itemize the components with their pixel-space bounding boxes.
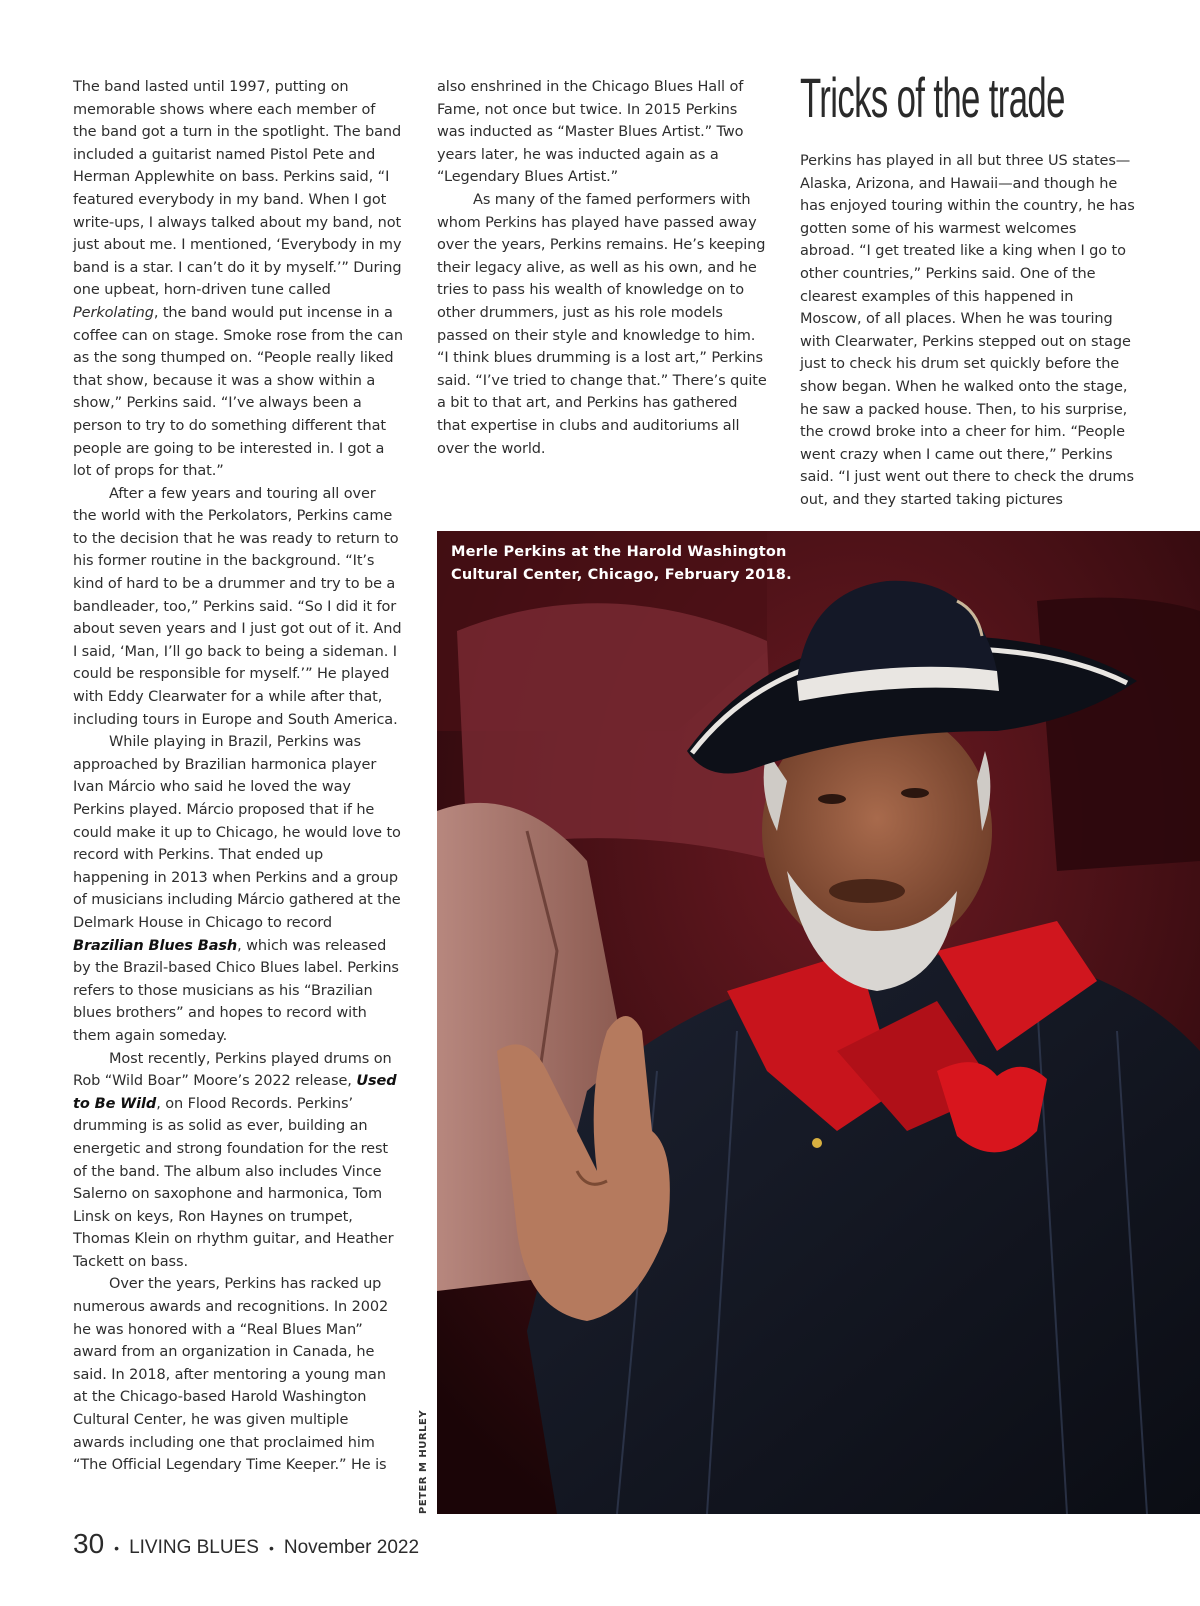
text-run: As many of the famed performers with whom Perkins has played have passed away over the years, Perkins remains. He’s keeping their legacy alive, as well as his own, and he tries to pass his wealth of knowledge on to other drummers, just as his role models passed on their style and knowledge to him. “I think blues drumming is a lost art,” Perkins said. “I’ve tried to change that.” There’s quite a bit to that art, and Perkins has gathered that expertise in clubs and auditoriums all over the world. — [437, 191, 767, 457]
article-paragraph — [73, 731, 403, 1047]
article-paragraph — [73, 1273, 403, 1476]
album-title: Brazilian Blues Bash — [73, 937, 238, 954]
text-run: also enshrined in the Chicago Blues Hall of Fame, not once but twice. In 2015 Perkins was inducted as “Master Blues Artist.” Two years later, he was inducted again as a “Legendary Blues Artist.” — [437, 79, 744, 186]
portrait-illustration — [437, 531, 1200, 1514]
text-run: After a few years and touring all over the world with the Perkolators, Perkins came to the decision that he was ready to return to his former routine in the background. “It’s kind of hard to be a drummer and try to be a bandleader, too,” Perkins said. “So I did it for about seven years and I just got out of it. And I said, ‘Man, I’ll go back to being a sideman. I could be responsible for myself.’” He played with Eddy Clearwater for a while after that, including tours in Europe and South America. — [73, 485, 402, 728]
section-heading: Tricks of the trade — [800, 66, 1065, 129]
text-run: , the band would put incense in a coffee can on stage. Smoke rose from the can as the song thumped on. “People really liked that show, because it was a show within a show,” Perkins said. “I’ve always been a person to try to do something different that people are going to be interested in. I got a lot of props for that.” — [73, 304, 403, 480]
page-number: 30 — [73, 1528, 105, 1559]
article-paragraph — [437, 189, 767, 460]
photo-credit: PETER M HURLEY — [418, 1409, 429, 1514]
text-run: Perkins has played in all but three US states—Alaska, Arizona, and Hawaii—and though he has enjoyed touring within the country, he has gotten some of his warmest welcomes abroad. “I get treated like a king when I go to other countries,” Perkins said. One of the clearest examples of this happened in Moscow, of all places. When he was touring with Clearwater, Perkins stepped out on stage just to check his drum set quickly before the show began. When he walked onto the stage, he saw a packed house. Then, to his surprise, the crowd broke into a cheer for him. “People went crazy when I came out there,” Perkins said. “I just went out there to check the drums out, and they started taking pictures — [800, 153, 1135, 508]
article-column-1 — [73, 76, 403, 1477]
text-run: The band lasted until 1997, putting on memorable shows where each member of the band got a turn in the spotlight. The band included a guitarist named Pistol Pete and Herman Applewhite on bass. Perkins said, “I featured everybody in my band. When I got write-ups, I always talked about my band, not just about me. I mentioned, ‘Everybody in my band is a star. I can’t do it by myself.’” During one upbeat, horn-driven tune called — [73, 79, 402, 299]
text-run: While playing in Brazil, Perkins was approached by Brazilian harmonica player Ivan Márcio who said he loved the way Perkins played. Márcio proposed that if he could make it up to Chicago, he would love to record with Perkins. That ended up happening in 2013 when Perkins and a group of musicians including Márcio gathered at the Delmark House in Chicago to record — [73, 734, 401, 931]
article-paragraph — [73, 1048, 403, 1274]
article-paragraph — [437, 76, 767, 189]
article-column-2 — [437, 76, 767, 460]
text-run: Most recently, Perkins played drums on Rob “Wild Boar” Moore’s 2022 release, — [73, 1050, 392, 1090]
footer-bullet: • — [114, 1540, 120, 1556]
text-run: , which was released by the Brazil-based Chico Blues label. Perkins refers to those musicians as his “Brazilian blues brothers” and hopes to record with them again someday. — [73, 937, 399, 1044]
article-paragraph — [73, 76, 403, 483]
magazine-name: LIVING BLUES — [129, 1537, 259, 1558]
issue-date: November 2022 — [283, 1537, 420, 1558]
article-column-3 — [800, 150, 1135, 512]
article-paragraph — [800, 150, 1135, 512]
album-title: Used to Be Wild — [73, 1073, 397, 1112]
text-run: , on Flood Records. Perkins’ drumming is as solid as ever, building an energetic and strong foundation for the rest of the band. The album also includes Vince Salerno on saxophone and harmonica, Tom Linsk on keys, Ron Haynes on trumpet, Thomas Klein on rhythm guitar, and Heather Tackett on bass. — [73, 1095, 394, 1270]
photo-caption: Merle Perkins at the Harold Washington Cultural Center, Chicago, February 2018. — [451, 544, 792, 583]
text-run: Over the years, Perkins has racked up numerous awards and recognitions. In 2002 he was honored with a “Real Blues Man” award from an organization in Canada, he said. In 2018, after mentoring a young man at the Chicago-based Harold Washington Cultural Center, he was given multiple awards including one that proclaimed him “The Official Legendary Time Keeper.” He is — [73, 1276, 389, 1474]
song-title: Perkolating — [73, 304, 154, 321]
article-paragraph — [73, 483, 403, 732]
footer-bullet: • — [268, 1540, 274, 1556]
portrait-photo — [437, 531, 1200, 1514]
page-footer — [73, 1528, 419, 1560]
